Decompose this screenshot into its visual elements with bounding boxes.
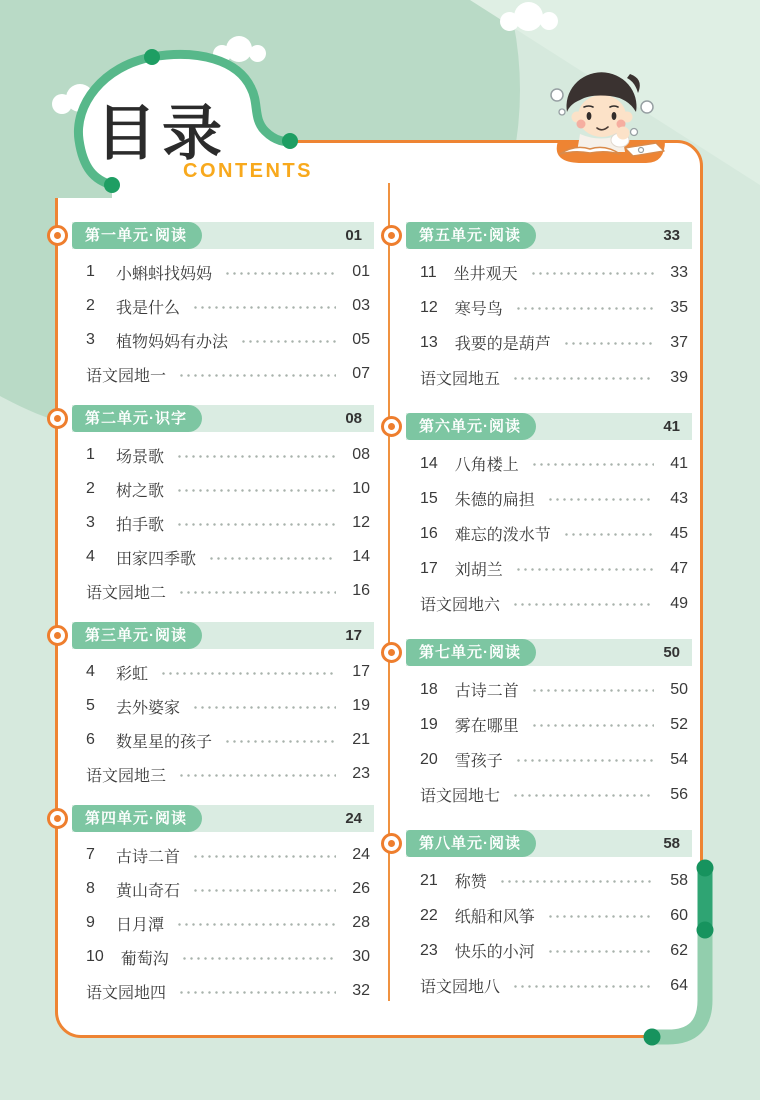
dotted-leader: [192, 306, 336, 309]
entry-title: 我是什么: [116, 299, 181, 317]
entry-number: 1: [86, 446, 95, 463]
dotted-leader: [530, 272, 654, 275]
dotted-leader: [563, 342, 654, 345]
toc-section: [392, 222, 692, 395]
entry-page-number: 24: [352, 846, 370, 863]
entry-page-number: 47: [670, 559, 688, 577]
toc-section: [392, 413, 692, 621]
toc-entry: [392, 707, 692, 742]
entry-number: 15: [420, 489, 438, 507]
toc-entry: [392, 325, 692, 360]
section-page-number: 24: [345, 810, 362, 827]
entry-number: 4: [86, 663, 95, 680]
toc-entry: [58, 906, 374, 940]
section-header: [72, 805, 374, 832]
entry-title: 语文园地五: [420, 371, 501, 388]
dotted-leader: [531, 463, 654, 466]
dotted-leader: [515, 759, 654, 762]
toc-entry: [392, 551, 692, 586]
entry-title: 语文园地三: [86, 767, 167, 785]
section-page-number: 08: [345, 410, 362, 427]
bullseye-icon: [47, 408, 68, 429]
bullseye-icon: [47, 808, 68, 829]
entry-page-number: 64: [670, 976, 688, 994]
toc-entry: [58, 506, 374, 540]
green-swirl-line-decoration: [40, 30, 340, 220]
toc-entry: [58, 574, 374, 608]
dotted-leader: [176, 455, 336, 458]
entry-page-number: 23: [352, 765, 370, 782]
toc-entry: [58, 723, 374, 757]
dotted-leader: [224, 272, 336, 275]
dotted-leader: [515, 568, 654, 571]
toc-entry: [58, 255, 374, 289]
section-header: [406, 639, 692, 666]
toc-section: [58, 622, 374, 791]
entry-page-number: 21: [352, 731, 370, 748]
entry-title: 雾在哪里: [454, 718, 519, 735]
entry-page-number: 14: [352, 548, 370, 565]
entry-page-number: 35: [670, 298, 688, 316]
dotted-leader: [178, 774, 336, 777]
dotted-leader: [181, 957, 336, 960]
toc-entry: [392, 777, 692, 812]
entry-number: 3: [86, 514, 95, 531]
entry-title: 语文园地四: [86, 984, 167, 1002]
entry-number: 3: [86, 331, 95, 348]
entry-title: 场景歌: [116, 448, 165, 466]
toc-entry: [58, 472, 374, 506]
dotted-leader: [178, 374, 336, 377]
section-page-number: 33: [663, 227, 680, 244]
section-header: [406, 413, 692, 440]
toc-entry: [58, 289, 374, 323]
entry-page-number: 12: [352, 514, 370, 531]
toc-section: [392, 639, 692, 812]
entry-page-number: 56: [670, 785, 688, 803]
entry-page-number: 50: [670, 680, 688, 698]
entry-page-number: 30: [352, 948, 370, 965]
entry-number: 18: [420, 680, 438, 698]
entry-number: 21: [420, 871, 438, 889]
contents-box: [55, 140, 703, 1038]
entry-title: 日月潭: [116, 916, 165, 934]
bullseye-icon: [381, 642, 402, 663]
toc-column-left: [58, 143, 374, 1022]
entry-page-number: 01: [352, 263, 370, 280]
entry-number: 2: [86, 297, 95, 314]
entry-title: 田家四季歌: [116, 550, 197, 568]
bullseye-icon: [47, 225, 68, 246]
entry-page-number: 60: [670, 906, 688, 924]
section-title: 第七单元·阅读: [406, 639, 536, 666]
section-page-number: 01: [345, 227, 362, 244]
entry-page-number: 37: [670, 333, 688, 351]
entry-title: 黄山奇石: [116, 882, 181, 900]
entry-number: 14: [420, 454, 438, 472]
section-header: [72, 222, 374, 249]
toc-entry: [58, 689, 374, 723]
toc-entry: [392, 481, 692, 516]
bullseye-icon: [381, 416, 402, 437]
toc-entry: [392, 446, 692, 481]
corner-ribbon-decoration: [630, 850, 730, 1060]
entry-title: 快乐的小河: [454, 944, 535, 961]
entry-number: 5: [86, 697, 95, 714]
section-title: 第三单元·阅读: [72, 622, 202, 649]
dotted-leader: [160, 672, 336, 675]
section-title: 第二单元·识字: [72, 405, 202, 432]
section-page-number: 58: [663, 835, 680, 852]
toc-entry: [392, 360, 692, 395]
dotted-leader: [192, 889, 336, 892]
dotted-leader: [224, 740, 336, 743]
entry-title: 数星星的孩子: [116, 733, 213, 751]
dotted-leader: [208, 557, 336, 560]
section-title: 第六单元·阅读: [406, 413, 536, 440]
entry-title: 我要的是葫芦: [454, 336, 551, 353]
entry-title: 古诗二首: [116, 848, 181, 866]
entry-title: 纸船和风筝: [454, 909, 535, 926]
entry-number: 6: [86, 731, 95, 748]
toc-entry: [392, 586, 692, 621]
entry-title: 语文园地一: [86, 367, 167, 385]
entry-title: 树之歌: [116, 482, 165, 500]
toc-section: [58, 405, 374, 608]
entry-title: 语文园地八: [420, 979, 501, 996]
entry-page-number: 17: [352, 663, 370, 680]
entry-page-number: 07: [352, 365, 370, 382]
section-page-number: 17: [345, 627, 362, 644]
entry-page-number: 08: [352, 446, 370, 463]
entry-number: 4: [86, 548, 95, 565]
toc-entry: [58, 757, 374, 791]
entry-number: 17: [420, 559, 438, 577]
dotted-leader: [531, 724, 654, 727]
section-title: 第八单元·阅读: [406, 830, 536, 857]
toc-entry: [58, 357, 374, 391]
dotted-leader: [178, 991, 336, 994]
entry-title: 小蝌蚪找妈妈: [116, 265, 213, 283]
toc-entry: [392, 290, 692, 325]
entry-page-number: 32: [352, 982, 370, 999]
entry-title: 雪孩子: [454, 753, 503, 770]
toc-section: [58, 805, 374, 1008]
dotted-leader: [178, 591, 336, 594]
entry-title: 坐井观天: [453, 266, 518, 283]
entry-number: 10: [86, 948, 104, 965]
section-title: 第五单元·阅读: [406, 222, 536, 249]
section-header: [72, 622, 374, 649]
dotted-leader: [176, 523, 336, 526]
toc-entry: [392, 516, 692, 551]
entry-number: 13: [420, 333, 438, 351]
entry-number: 22: [420, 906, 438, 924]
toc-entry: [58, 540, 374, 574]
dotted-leader: [240, 340, 336, 343]
entry-title: 植物妈妈有办法: [116, 333, 229, 351]
entry-title: 去外婆家: [116, 699, 181, 717]
toc-entry: [58, 655, 374, 689]
dotted-leader: [176, 489, 336, 492]
entry-page-number: 58: [670, 871, 688, 889]
section-page-number: 50: [663, 644, 680, 661]
entry-number: 2: [86, 480, 95, 497]
section-header: [72, 405, 374, 432]
toc-entry: [58, 323, 374, 357]
entry-page-number: 52: [670, 715, 688, 733]
toc-entry: [58, 838, 374, 872]
toc-entry: [58, 940, 374, 974]
entry-number: 19: [420, 715, 438, 733]
entry-title: 朱德的扁担: [454, 492, 535, 509]
section-title: 第四单元·阅读: [72, 805, 202, 832]
entry-page-number: 39: [670, 368, 688, 386]
dotted-leader: [515, 307, 654, 310]
entry-page-number: 03: [352, 297, 370, 314]
entry-page-number: 05: [352, 331, 370, 348]
entry-title: 葡萄沟: [120, 950, 169, 968]
dotted-leader: [192, 706, 336, 709]
entry-page-number: 16: [352, 582, 370, 599]
entry-number: 8: [86, 880, 95, 897]
toc-section: [58, 222, 374, 391]
entry-title: 八角楼上: [454, 457, 519, 474]
dotted-leader: [176, 923, 336, 926]
entry-number: 20: [420, 750, 438, 768]
entry-title: 寒号鸟: [454, 301, 503, 318]
section-page-number: 41: [663, 418, 680, 435]
entry-title: 语文园地六: [420, 597, 501, 614]
bullseye-icon: [381, 225, 402, 246]
toc-entry: [58, 438, 374, 472]
entry-page-number: 26: [352, 880, 370, 897]
entry-number: 16: [420, 524, 438, 542]
toc-entry: [58, 872, 374, 906]
entry-page-number: 28: [352, 914, 370, 931]
boy-reading-illustration: [540, 55, 705, 175]
dotted-leader: [563, 533, 654, 536]
dotted-leader: [531, 689, 654, 692]
entry-page-number: 10: [352, 480, 370, 497]
section-title: 第一单元·阅读: [72, 222, 202, 249]
page-subtitle: CONTENTS: [183, 160, 313, 182]
entry-title: 彩虹: [116, 665, 149, 683]
entry-page-number: 49: [670, 594, 688, 612]
entry-page-number: 54: [670, 750, 688, 768]
entry-number: 9: [86, 914, 95, 931]
entry-page-number: 41: [670, 454, 688, 472]
toc-entry: [392, 255, 692, 290]
entry-title: 古诗二首: [454, 683, 519, 700]
entry-page-number: 19: [352, 697, 370, 714]
entry-page-number: 43: [670, 489, 688, 507]
section-header: [406, 222, 692, 249]
entry-title: 语文园地二: [86, 584, 167, 602]
entry-number: 23: [420, 941, 438, 959]
entry-title: 拍手歌: [116, 516, 165, 534]
entry-title: 难忘的泼水节: [454, 527, 551, 544]
bullseye-icon: [381, 833, 402, 854]
entry-page-number: 45: [670, 524, 688, 542]
cloud-icon: [500, 2, 562, 32]
toc-entry: [58, 974, 374, 1008]
entry-title: 语文园地七: [420, 788, 501, 805]
column-divider: [388, 183, 390, 1001]
dotted-leader: [512, 377, 654, 380]
entry-page-number: 33: [670, 263, 688, 281]
dotted-leader: [512, 794, 654, 797]
toc-entry: [392, 742, 692, 777]
entry-title: 称赞: [454, 874, 487, 891]
dotted-leader: [192, 855, 336, 858]
entry-number: 11: [420, 263, 437, 281]
entry-number: 12: [420, 298, 438, 316]
dotted-leader: [512, 603, 654, 606]
entry-number: 7: [86, 846, 95, 863]
page-title: 目录: [96, 100, 228, 167]
toc-entry: [392, 672, 692, 707]
dotted-leader: [547, 498, 654, 501]
entry-title: 刘胡兰: [454, 562, 503, 579]
entry-page-number: 62: [670, 941, 688, 959]
entry-number: 1: [86, 263, 95, 280]
bullseye-icon: [47, 625, 68, 646]
